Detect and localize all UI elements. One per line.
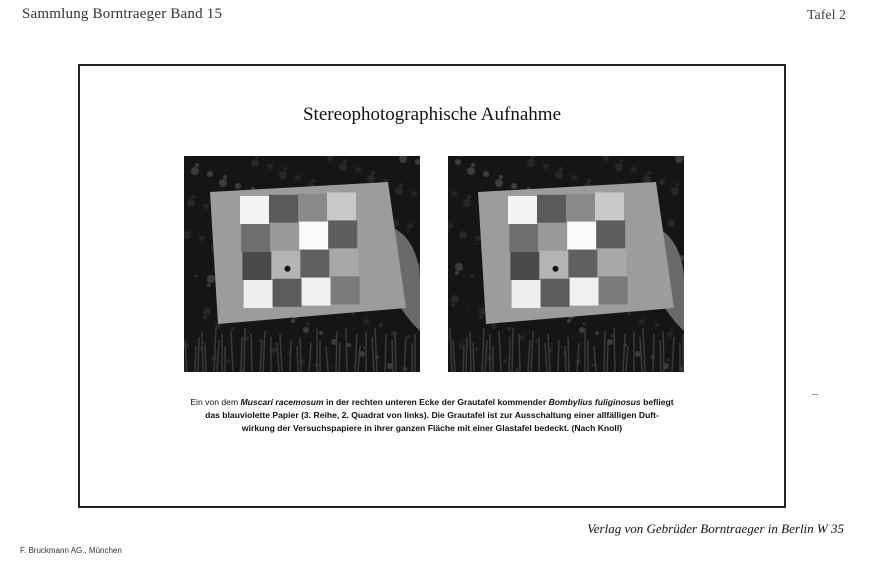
right-grid-square [538, 223, 567, 251]
right-foliage-speck [595, 331, 599, 335]
right-grass [509, 337, 510, 372]
left-grid-square [241, 224, 270, 252]
left-grid-square [302, 278, 331, 306]
right-foliage-speck [467, 307, 469, 309]
right-foliage-speck [483, 171, 489, 177]
plate-title: Stereophotographische Aufnahme [302, 104, 561, 125]
left-foliage-speck [299, 359, 305, 365]
caption-line-3: wirkung der Versuchspapiere in ihrer ganzen Fläche mit einer Glastafel bedeckt. (Nach Knoll) [241, 423, 623, 433]
left-foliage-speck [195, 163, 199, 167]
left-grass [346, 328, 347, 372]
left-grid-square [240, 196, 269, 224]
right-grass [614, 328, 615, 372]
left-foliage-speck [223, 175, 227, 179]
left-foliage-speck [355, 167, 361, 173]
right-foliage-speck [455, 159, 461, 165]
right-foliage-speck [475, 243, 477, 245]
stereo-photo-right [448, 156, 684, 372]
left-foliage-speck [339, 163, 347, 171]
right-grid-square [541, 279, 570, 307]
plate-caption [120, 396, 744, 435]
left-grass [339, 343, 340, 372]
left-foliage-speck [295, 175, 301, 181]
left-grass [336, 331, 337, 372]
left-foliage-speck [199, 243, 201, 245]
right-foliage-speck [579, 355, 581, 357]
right-grass [463, 346, 464, 372]
left-foliage-speck [187, 339, 189, 341]
left-grass [290, 340, 291, 372]
left-foliage-speck [307, 323, 309, 325]
left-foliage-speck [267, 163, 273, 169]
right-foliage-speck [671, 187, 679, 195]
left-foliage-speck [395, 327, 397, 329]
right-foliage-speck [503, 359, 507, 363]
left-foliage-speck [371, 171, 375, 175]
right-foliage-speck [527, 159, 535, 167]
left-foliage-speck [251, 159, 259, 167]
right-foliage-speck [659, 179, 665, 185]
left-grass [392, 340, 393, 372]
plate-frame [78, 64, 786, 508]
right-foliage-speck [639, 319, 645, 325]
right-foliage-speck [579, 327, 585, 333]
left-insect [285, 266, 291, 272]
right-foliage-speck [611, 335, 613, 337]
right-grid-square [596, 220, 625, 248]
left-foliage-speck [407, 223, 413, 229]
right-grid-square [568, 250, 597, 278]
left-grid-square [270, 223, 299, 251]
left-grass [244, 328, 245, 372]
left-foliage-speck [191, 307, 193, 309]
right-foliage-speck [555, 171, 563, 179]
left-foliage-speck [391, 331, 397, 337]
left-foliage-speck [207, 283, 211, 287]
caption-line-1: Ein von dem Muscari racemosum in der rechten unteren Ecke der Grautafel kommender Bombylius fuliginosus befliegt [190, 397, 674, 407]
right-foliage-speck [479, 315, 483, 319]
right-grid-square [510, 252, 539, 280]
left-foliage-speck [407, 231, 409, 233]
right-foliage-speck [559, 167, 563, 171]
left-foliage-speck [395, 187, 403, 195]
right-grass [470, 331, 471, 372]
right-foliage-speck [631, 167, 637, 173]
left-foliage-speck [203, 307, 211, 315]
left-foliage-speck [407, 335, 411, 339]
header-series: Sammlung Borntraeger Band 15 [22, 6, 223, 22]
left-grid-square [242, 252, 271, 280]
right-grass [663, 331, 664, 372]
right-grid-square [508, 196, 537, 224]
right-foliage-speck [471, 275, 473, 277]
left-grass [300, 337, 301, 372]
left-grid-square [273, 279, 302, 307]
left-grass [395, 331, 396, 372]
right-foliage-speck [467, 167, 475, 175]
left-foliage-speck [411, 191, 417, 197]
right-foliage-speck [467, 195, 471, 199]
left-foliage-speck [343, 159, 347, 163]
right-foliage-speck [667, 359, 669, 361]
left-foliage-speck [207, 275, 215, 283]
left-foliage-speck [231, 327, 235, 331]
left-foliage-speck [319, 331, 323, 335]
left-foliage-speck [399, 183, 403, 187]
right-foliage-speck [675, 183, 679, 187]
left-foliage-speck [191, 195, 195, 199]
left-grid-square [244, 280, 273, 308]
left-grass [297, 346, 298, 372]
right-foliage-speck [619, 159, 623, 163]
right-foliage-speck [567, 319, 571, 323]
right-foliage-speck [491, 323, 497, 329]
right-grass [519, 334, 520, 372]
left-foliage-speck [363, 319, 369, 325]
right-foliage-speck [475, 347, 479, 351]
left-foliage-speck [227, 359, 231, 363]
left-grid-square [298, 194, 327, 222]
right-grid-square [537, 195, 566, 223]
left-foliage-speck [191, 167, 199, 175]
paper-speck [812, 394, 818, 395]
right-foliage-speck [591, 363, 595, 367]
right-foliage-speck [471, 163, 475, 167]
left-grass [195, 346, 196, 372]
left-foliage-speck [311, 179, 315, 183]
right-foliage-speck [635, 351, 641, 357]
right-foliage-speck [451, 295, 459, 303]
left-foliage-speck [303, 327, 309, 333]
left-grid-square [299, 222, 328, 250]
right-foliage-speck [643, 315, 645, 317]
photo-left-graphic [184, 156, 420, 372]
right-grid-square [567, 222, 596, 250]
right-foliage-speck [455, 271, 459, 275]
left-grid-square [328, 220, 357, 248]
left-grass [205, 343, 206, 372]
left-foliage-speck [207, 171, 213, 177]
caption-line-2: das blauviolette Papier (3. Reihe, 2. Quadrat von links). Die Grautafel ist zur Ausschaltung einer allfälligen Duft- [205, 410, 659, 420]
right-foliage-speck [451, 191, 457, 197]
left-foliage-speck [363, 347, 365, 349]
left-foliage-speck [379, 323, 383, 327]
left-foliage-speck [271, 347, 277, 353]
left-foliage-speck [347, 343, 351, 347]
right-grass [660, 340, 661, 372]
left-foliage-speck [279, 171, 287, 179]
left-foliage-speck [219, 179, 227, 187]
right-foliage-speck [475, 235, 481, 241]
right-foliage-speck [543, 163, 549, 169]
right-foliage-speck [667, 219, 675, 227]
right-grass [466, 337, 467, 372]
right-grid-square [566, 194, 595, 222]
right-foliage-speck [511, 183, 517, 189]
right-foliage-speck [643, 175, 651, 183]
left-foliage-speck [303, 355, 305, 357]
right-grass [568, 337, 569, 372]
left-grid-square [327, 192, 356, 220]
header-plate-label: Tafel 2 [806, 8, 846, 23]
right-grass [604, 331, 605, 372]
left-foliage-speck [187, 199, 195, 207]
right-foliage-speck [647, 171, 651, 175]
left-foliage-speck [243, 335, 249, 341]
photo-right-graphic [448, 156, 684, 372]
left-grid-square [271, 251, 300, 279]
right-grid-square [570, 278, 599, 306]
left-foliage-speck [367, 315, 369, 317]
left-foliage-speck [203, 315, 207, 319]
right-foliage-speck [671, 327, 673, 329]
right-foliage-speck [451, 303, 455, 307]
left-grass [241, 337, 242, 372]
right-grass [565, 346, 566, 372]
right-foliage-speck [615, 163, 623, 171]
right-foliage-speck [587, 179, 591, 183]
left-grass [385, 334, 386, 372]
left-foliage-speck [199, 235, 205, 241]
right-foliage-speck [547, 347, 553, 353]
right-foliage-speck [507, 327, 511, 331]
right-foliage-speck [551, 343, 553, 345]
publisher-imprint: Verlag von Gebrüder Borntraeger in Berlin W 35 [587, 521, 844, 536]
left-grid-square [329, 248, 358, 276]
right-foliage-speck [523, 331, 525, 333]
right-grid-square [599, 276, 628, 304]
left-foliage-speck [247, 331, 249, 333]
right-foliage-speck [459, 231, 467, 239]
left-foliage-speck [203, 203, 209, 209]
stereo-photo-left [184, 156, 420, 372]
printer-imprint: F. Bruckmann AG., München [20, 546, 122, 555]
left-foliage-speck [331, 367, 333, 369]
right-grass [558, 340, 559, 372]
left-foliage-speck [367, 175, 375, 183]
right-grid-square [539, 251, 568, 279]
right-foliage-speck [495, 179, 503, 187]
left-grass [251, 334, 252, 372]
right-foliage-speck [571, 175, 577, 181]
right-grid-square [597, 248, 626, 276]
right-foliage-speck [463, 339, 465, 341]
left-grass [202, 331, 203, 372]
right-foliage-speck [463, 199, 471, 207]
left-grid-square [331, 276, 360, 304]
right-foliage-speck [455, 263, 463, 271]
left-grid-square [269, 195, 298, 223]
right-foliage-speck [655, 323, 659, 327]
right-grid-square [509, 224, 538, 252]
right-grass [653, 334, 654, 372]
left-foliage-speck [291, 319, 295, 323]
caption-species-bombylius: Bombylius fuliginosus [548, 397, 641, 407]
right-foliage-speck [583, 323, 585, 325]
right-foliage-speck [499, 175, 503, 179]
caption-species-muscari: Muscari racemosum [240, 397, 324, 407]
right-foliage-speck [667, 331, 673, 337]
left-foliage-speck [195, 275, 197, 277]
right-grid-square [595, 192, 624, 220]
left-foliage-speck [283, 167, 287, 171]
right-grass [473, 343, 474, 372]
left-grid-square [300, 250, 329, 278]
left-foliage-speck [235, 183, 241, 189]
right-insect [553, 266, 559, 272]
right-grass [512, 328, 513, 372]
right-grid-square [512, 280, 541, 308]
right-grass [607, 343, 608, 372]
left-grass [198, 337, 199, 372]
